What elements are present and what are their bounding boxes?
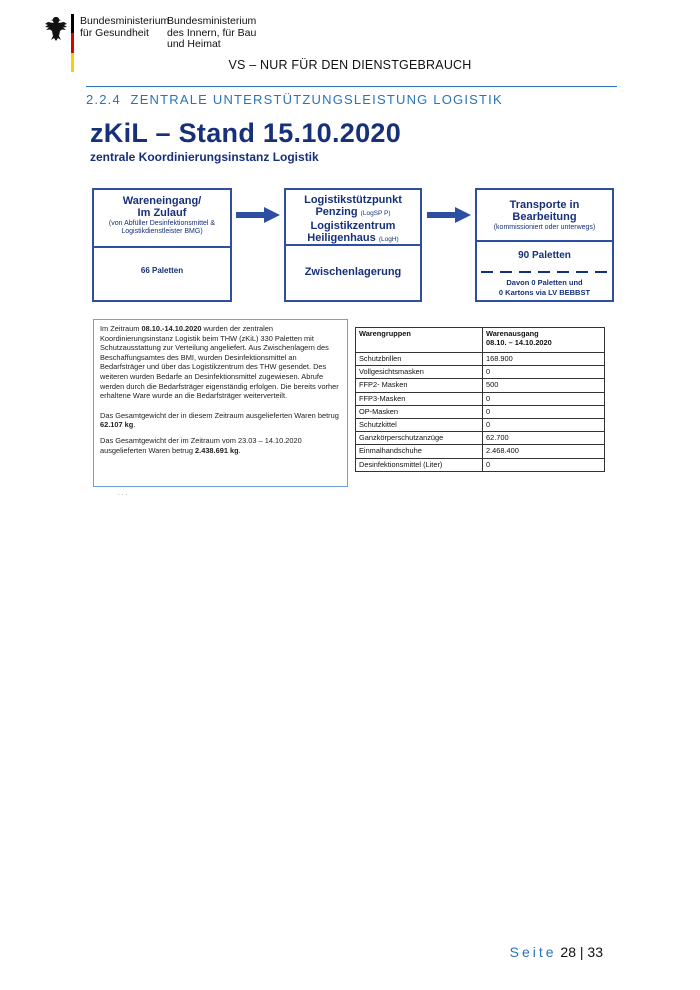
ministry-health-line: für Gesundheit [80,26,149,39]
flow-box-header [286,190,420,246]
table-cell: Einmalhandschuhe [356,445,483,458]
flow-arrow-icon [236,207,280,223]
slide-title: zKiL – Stand 15.10.2020 [90,118,402,148]
box-heading-text: Penzing [315,206,358,218]
box-detail-line: 0 Kartons via LV BEBBST [498,287,591,297]
box-heading-abbrev: (LogSP P) [360,210,391,217]
page-label: Seite [509,944,557,960]
box-subtext: (von Abfüller Desinfektionsmittel & [108,220,216,227]
ministry-health-line: Bundesministerium [80,15,170,27]
table-cell: Vollgesichtsmasken [356,366,483,379]
summary-paragraph [100,436,341,455]
text-run-bold: 2.438.691 kg [195,445,239,455]
section-number: 2.2.4 [86,92,121,107]
table-row [356,458,605,471]
box-heading: Bearbeitung [512,211,577,223]
table-cell: FFP2- Masken [356,379,483,392]
page-separator: | [579,944,584,960]
text-run: Das Gesamtgewicht der in diesem Zeitraum ausgelieferten Waren betrug [100,410,339,420]
table-cell: FFP3-Masken [356,392,483,405]
table-row [356,405,605,418]
box-heading: Wareneingang/ [122,195,202,207]
box-heading: Im Zulauf [137,207,187,219]
table-cell: 0 [483,366,605,379]
box-subtext: (kommissioniert oder unterwegs) [493,224,596,231]
dashed-divider [481,270,609,274]
section-title: ZENTRALE UNTERSTÜTZUNGSLEISTUNG LOGISTIK [130,92,503,107]
page-footer [510,944,603,960]
federal-eagle-logo [44,16,68,42]
table-cell: 500 [483,379,605,392]
flag-stripe-red [71,33,74,52]
text-run-bold: 08.10.-14.10.2020 [141,324,202,333]
table-cell: 0 [483,405,605,418]
table-cell: 62.700 [483,432,605,445]
flow-box-incoming [92,188,232,302]
table-cell: 0 [483,418,605,431]
page-total: 33 [587,944,603,960]
text-run: Das Gesamtgewicht der im Zeitraum vom 23.03 – 14.10.2020 ausgelieferten Waren betrug [100,435,302,455]
table-row [356,418,605,431]
table-row [356,392,605,405]
table-cell: Desinfektionsmittel (Liter) [356,458,483,471]
table-cell: OP-Masken [356,405,483,418]
ministry-interior-line: des Innern, für Bau [167,26,257,39]
text-run: wurden der zentralen Koordinierungsinstanz Logistik beim THW (zKiL) 330 Paletten mit Schutzausstattung zur Verteilung angeliefert. Aus Zwischenlagern des Beschaffungsamtes des BMI, wurden Desinfektionsmittel an Bedarfsträger und über das Logistikzentrum des THW gesendet. Des weiteren wurden Bedarfe an Desinfektionsmittel zugewiesen. Abrufe werden durch die Bedarfsträger eigenständig erfolgen. Die bereits vorher erhaltene Ware wurde an die Bedarfsträger weiterverteilt. [100,324,339,401]
summary-paragraph [100,324,341,401]
table-row [356,353,605,366]
box-value: 66 Paletten [140,266,184,275]
box-heading [286,232,420,246]
box-heading: Logistikzentrum [310,220,396,232]
header-line: Warenausgang [486,329,539,338]
table-row [356,445,605,458]
slide-subtitle: zentrale Koordinierungsinstanz Logistik [90,150,319,164]
table-cell: 2.468.400 [483,445,605,458]
table-cell: 0 [483,458,605,471]
flag-stripe-black [71,14,74,33]
flow-box-header [477,190,612,242]
box-subtext: Logistikdienstleister BMG) [121,228,203,235]
table-cell: Ganzkörperschutzanzüge [356,432,483,445]
text-run: Im Zeitraum [100,324,142,333]
ministry-interior-line: Bundesministerium [167,15,257,27]
flow-box-logistics-hub [284,188,422,302]
ministry-interior-line: und Heimat [167,38,221,50]
table-cell: 0 [483,392,605,405]
summary-paragraph [100,411,341,430]
table-cell: Schutzbrillen [356,353,483,366]
header-line: 08.10. – 14.10.2020 [486,338,552,347]
flow-arrow-icon [427,207,471,223]
table-row [356,379,605,392]
box-value: Zwischenlagerung [304,266,402,278]
box-value: 90 Paletten [518,250,571,261]
table-header-cell: Warengruppen [356,328,483,353]
box-heading-abbrev: (LogH) [378,236,399,243]
section-rule [86,86,617,87]
ministry-health-name [80,15,170,39]
flow-box-transport [475,188,614,302]
box-heading: Logistikstützpunkt [304,194,402,206]
table-row [356,432,605,445]
table-header-row [356,328,605,353]
text-run-bold: 62.107 kg [100,420,134,430]
table-cell: 168.900 [483,353,605,366]
box-detail [477,278,612,300]
table-row [356,366,605,379]
text-run: . [238,445,241,455]
table-header-cell [483,328,605,353]
box-heading: Transporte in [509,199,580,211]
stray-marks: · · · [118,492,128,498]
goods-output-table [355,327,605,472]
text-run: . [133,420,136,430]
box-heading [286,206,420,220]
classification-marking: VS – NUR FÜR DEN DIENSTGEBRAUCH [228,58,472,72]
flow-box-header [94,190,230,248]
page-number: 28 [560,944,576,960]
section-heading [86,92,503,107]
ministry-interior-name [167,16,267,51]
summary-textbox [93,319,348,487]
box-detail-line: Davon 0 Paletten und [506,278,583,287]
box-heading-text: Heiligenhaus [307,232,376,244]
table-cell: Schutzkittel [356,418,483,431]
